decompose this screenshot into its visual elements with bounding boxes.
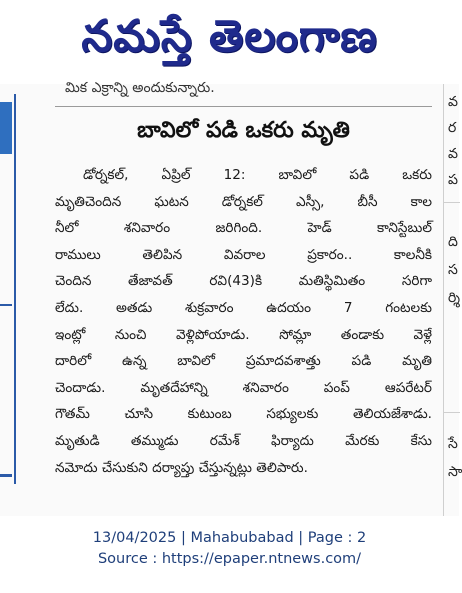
article-headline: బావిలో పడి ఒకరు మృతి (137, 118, 350, 143)
article-body (55, 162, 432, 481)
source-footer (0, 528, 459, 570)
top-divider (55, 106, 432, 107)
right-fragment: సా (448, 464, 462, 480)
body-line: రాములు తెలిపిన వివరాల ప్రకారం.. కాలనీకి (55, 246, 432, 263)
body-line: మృతిచెందిన ఘటన డోర్నకల్ ఎస్సీ, బీసీ కాల (55, 193, 432, 210)
right-fragment: ది (448, 234, 458, 250)
newspaper-title: నమస్తే తెలంగాణ (81, 11, 378, 62)
body-line: చెందిన తేజావత్ రవి(43)కి మతిస్థిమితం సరిగా (55, 273, 432, 290)
right-fragment: ర (448, 120, 457, 136)
body-line: గౌతమ్ చూసి కుటుంబ సభ్యులకు తెలియజేశాడు. (55, 406, 432, 423)
body-line: ఇంట్లో నుంచి వెళ్లిపోయాడు. సోమ్లా తండాకు వెళ్లే (55, 326, 432, 343)
right-fragment: ప (448, 172, 458, 188)
body-line: చెందాడు. మృతదేహాన్ని శనివారం పంప్ ఆపరేటర్ (55, 379, 432, 396)
article (55, 80, 432, 516)
adjacent-column-left (0, 94, 16, 484)
body-line: డోర్నకల్, ఏప్రిల్ 12: బావిలో పడి ఒకరు (83, 167, 432, 183)
body-line: మృతుడి తమ్ముడు రమేశ్ ఫిర్యాదు మేరకు కేసు (55, 432, 432, 449)
footer-date-edition: 13/04/2025 | Mahabubabad | Page : 2 (92, 530, 367, 546)
right-fragment: సే (448, 436, 458, 452)
right-fragment: వ (448, 146, 458, 162)
right-fragment: స (448, 262, 458, 278)
body-line: లేదు. అతడు శుక్రవారం ఉదయం 7 గంటలకు (55, 299, 432, 316)
masthead (0, 0, 459, 84)
body-line: నమోదు చేసుకుని దర్యాప్తు చేస్తున్నట్లు తెలిపారు. (55, 459, 308, 476)
previous-article-line: మిక ఎక్రాన్ని అందుకున్నారు. (65, 80, 215, 96)
news-clipping (0, 80, 462, 516)
adjacent-column-right (443, 84, 460, 516)
right-fragment: వ (448, 94, 458, 110)
body-line: దారిలో ఉన్న బావిలో ప్రమాదవశాత్తు పడి మృతి (55, 353, 432, 370)
footer-source: Source : https://epaper.ntnews.com/ (97, 551, 362, 567)
body-line: నీలో శనివారం జరిగింది. హెడ్ కానిస్టేబుల్ (55, 220, 432, 237)
right-fragment: ర్శి (448, 290, 461, 306)
